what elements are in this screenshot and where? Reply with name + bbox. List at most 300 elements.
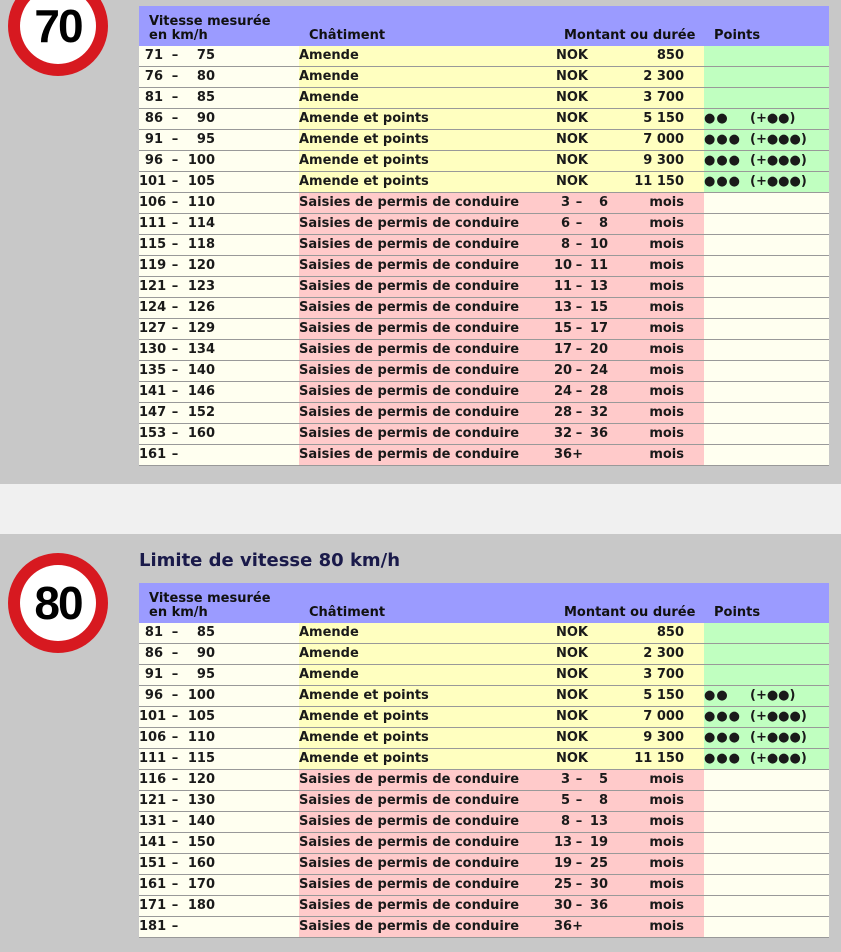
amount-cell	[554, 875, 704, 896]
penalty-cell: Saisies de permis de conduire	[299, 791, 554, 812]
range-dash: –	[575, 363, 583, 378]
speed-max: 129	[187, 321, 215, 336]
table-row	[139, 130, 829, 151]
months-min: 3	[560, 195, 570, 210]
table-row	[139, 172, 829, 193]
speed-min: 161	[139, 877, 167, 892]
points-cell	[704, 277, 829, 298]
speed-min: 111	[139, 751, 167, 766]
penalty-cell: Amende et points	[299, 130, 554, 151]
speed-range-cell	[139, 623, 299, 644]
amount-cell	[554, 88, 704, 109]
months-min: 5	[560, 793, 570, 808]
speed-min: 86	[144, 111, 163, 126]
points-cell	[704, 445, 829, 466]
speed-min: 121	[139, 279, 167, 294]
table-row	[139, 319, 829, 340]
table-row	[139, 109, 829, 130]
header-points: Points	[704, 6, 829, 46]
table-row	[139, 875, 829, 896]
fine-amount: 11 150	[634, 751, 684, 766]
months-min: 8	[560, 814, 570, 829]
penalty-cell: Saisies de permis de conduire	[299, 235, 554, 256]
suspension-range	[554, 833, 614, 853]
amount-cell	[554, 256, 704, 277]
speed-range-cell	[139, 382, 299, 403]
range-dash: –	[171, 321, 179, 336]
months-min: 24	[554, 384, 573, 399]
speed-range-cell	[139, 109, 299, 130]
months-max: 19	[589, 835, 608, 850]
points-cell	[704, 644, 829, 665]
speed-min: 91	[144, 667, 163, 682]
table-row	[139, 665, 829, 686]
suspension-range	[554, 854, 614, 874]
currency: NOK	[556, 111, 589, 126]
points-extra: (+●●)	[750, 688, 796, 703]
speed-range-cell	[139, 749, 299, 770]
speed-min: 127	[139, 321, 167, 336]
months-max: 36	[589, 898, 608, 913]
fine-amount: 5 150	[643, 111, 684, 126]
months-max: 8	[598, 216, 608, 231]
points-extra: (+●●●)	[750, 132, 807, 147]
points-cell	[704, 424, 829, 445]
suspension-range	[554, 445, 614, 465]
table-row	[139, 917, 829, 938]
amount-cell	[554, 361, 704, 382]
duration-unit: mois	[649, 321, 684, 336]
amount-cell	[554, 791, 704, 812]
penalty-cell: Saisies de permis de conduire	[299, 424, 554, 445]
months-max: 11	[589, 258, 608, 273]
months-min: 13	[554, 835, 573, 850]
penalty-cell: Saisies de permis de conduire	[299, 833, 554, 854]
range-dash: –	[171, 216, 179, 231]
table-row	[139, 854, 829, 875]
points-dots: ●●●	[704, 153, 742, 168]
table-row	[139, 235, 829, 256]
speed-range-cell	[139, 424, 299, 445]
amount-cell	[554, 707, 704, 728]
points-cell	[704, 665, 829, 686]
points-cell	[704, 193, 829, 214]
months-max: 25	[589, 856, 608, 871]
amount-cell	[554, 382, 704, 403]
penalty-cell: Amende et points	[299, 686, 554, 707]
points-cell	[704, 361, 829, 382]
penalty-cell: Saisies de permis de conduire	[299, 403, 554, 424]
speed-min: 171	[139, 898, 167, 913]
points-extra: (+●●●)	[750, 153, 807, 168]
months-max: 13	[589, 279, 608, 294]
table-row	[139, 770, 829, 791]
points-cell	[704, 46, 829, 67]
range-dash: –	[575, 237, 583, 252]
speed-range-cell	[139, 728, 299, 749]
months-min: 36+	[554, 447, 583, 462]
header-penalty: Châtiment	[299, 583, 554, 623]
duration-unit: mois	[649, 300, 684, 315]
range-dash: –	[575, 321, 583, 336]
table-row	[139, 812, 829, 833]
speed-max: 123	[187, 279, 215, 294]
currency: NOK	[556, 709, 589, 724]
penalty-cell: Amende et points	[299, 109, 554, 130]
amount-cell	[554, 424, 704, 445]
amount-cell	[554, 917, 704, 938]
speed-max: 140	[187, 363, 215, 378]
duration-unit: mois	[649, 772, 684, 787]
months-min: 30	[554, 898, 573, 913]
penalty-cell: Amende	[299, 67, 554, 88]
range-dash: –	[575, 405, 583, 420]
amount-cell	[554, 833, 704, 854]
amount-cell	[554, 298, 704, 319]
speed-range-cell	[139, 445, 299, 466]
fine-amount: 850	[656, 625, 684, 640]
fine-amount: 850	[656, 48, 684, 63]
speed-max: 146	[187, 384, 215, 399]
speed-range-cell	[139, 46, 299, 67]
amount-cell	[554, 623, 704, 644]
speed-min: 151	[139, 856, 167, 871]
points-cell	[704, 88, 829, 109]
table-row	[139, 277, 829, 298]
speed-max: 80	[196, 69, 215, 84]
months-max: 17	[589, 321, 608, 336]
speed-range-cell	[139, 193, 299, 214]
points-cell	[704, 382, 829, 403]
fine-amount: 7 000	[643, 709, 684, 724]
range-dash: –	[171, 237, 179, 252]
months-min: 32	[554, 426, 573, 441]
points-cell	[704, 67, 829, 88]
duration-unit: mois	[649, 195, 684, 210]
duration-unit: mois	[649, 258, 684, 273]
suspension-range	[554, 319, 614, 339]
table-row	[139, 193, 829, 214]
fine-amount: 7 000	[643, 132, 684, 147]
amount-cell	[554, 854, 704, 875]
range-dash: –	[171, 667, 179, 682]
duration-unit: mois	[649, 405, 684, 420]
speed-min: 101	[139, 174, 167, 189]
speed-min: 76	[144, 69, 163, 84]
amount-cell	[554, 403, 704, 424]
speed-min: 130	[139, 342, 167, 357]
speed-max: 85	[196, 90, 215, 105]
months-max: 24	[589, 363, 608, 378]
speed-range-cell	[139, 67, 299, 88]
months-min: 11	[554, 279, 573, 294]
months-max: 10	[589, 237, 608, 252]
suspension-range	[554, 340, 614, 360]
range-dash: –	[171, 772, 179, 787]
speed-min: 119	[139, 258, 167, 273]
speed-min: 101	[139, 709, 167, 724]
duration-unit: mois	[649, 898, 684, 913]
currency: NOK	[556, 174, 589, 189]
range-dash: –	[575, 258, 583, 273]
range-dash: –	[171, 688, 179, 703]
range-dash: –	[171, 111, 179, 126]
range-dash: –	[171, 730, 179, 745]
points-extra: (+●●●)	[750, 730, 807, 745]
range-dash: –	[575, 856, 583, 871]
penalty-cell: Saisies de permis de conduire	[299, 445, 554, 466]
duration-unit: mois	[649, 237, 684, 252]
currency: NOK	[556, 48, 589, 63]
speed-max: 150	[187, 835, 215, 850]
amount-cell	[554, 46, 704, 67]
range-dash: –	[575, 384, 583, 399]
range-dash: –	[171, 174, 179, 189]
speed-range-cell	[139, 665, 299, 686]
speed-max: 160	[187, 426, 215, 441]
points-dots: ●●●	[704, 174, 742, 189]
table-row	[139, 361, 829, 382]
speed-range-cell	[139, 235, 299, 256]
table-row	[139, 749, 829, 770]
table-row	[139, 256, 829, 277]
range-dash: –	[171, 48, 179, 63]
speed-min: 86	[144, 646, 163, 661]
months-min: 28	[554, 405, 573, 420]
months-max: 6	[598, 195, 608, 210]
duration-unit: mois	[649, 835, 684, 850]
amount-cell	[554, 812, 704, 833]
penalty-cell: Amende et points	[299, 707, 554, 728]
months-min: 20	[554, 363, 573, 378]
points-cell	[704, 235, 829, 256]
speed-max: 105	[187, 709, 215, 724]
penalty-cell: Amende	[299, 644, 554, 665]
penalty-cell: Saisies de permis de conduire	[299, 193, 554, 214]
suspension-range	[554, 770, 614, 790]
range-dash: –	[575, 342, 583, 357]
penalty-cell: Saisies de permis de conduire	[299, 298, 554, 319]
speed-range-cell	[139, 791, 299, 812]
table-header-row	[139, 6, 829, 46]
duration-unit: mois	[649, 793, 684, 808]
points-dots: ●●●	[704, 751, 742, 766]
currency: NOK	[556, 667, 589, 682]
range-dash: –	[171, 877, 179, 892]
points-cell	[704, 749, 829, 770]
range-dash: –	[171, 625, 179, 640]
speed-max: 140	[187, 814, 215, 829]
penalty-cell: Amende et points	[299, 172, 554, 193]
months-max: 36	[589, 426, 608, 441]
header-speed: Vitesse mesurée en km/h	[139, 6, 299, 46]
speed-min: 106	[139, 730, 167, 745]
points-cell	[704, 623, 829, 644]
range-dash: –	[171, 300, 179, 315]
speed-range-cell	[139, 151, 299, 172]
range-dash: –	[575, 300, 583, 315]
months-min: 6	[560, 216, 570, 231]
penalty-cell: Amende	[299, 46, 554, 67]
range-dash: –	[171, 405, 179, 420]
points-cell	[704, 340, 829, 361]
speed-limit-80-label: 80	[20, 565, 96, 641]
months-max: 32	[589, 405, 608, 420]
months-min: 36+	[554, 919, 583, 934]
range-dash: –	[575, 793, 583, 808]
fine-amount: 11 150	[634, 174, 684, 189]
range-dash: –	[171, 646, 179, 661]
range-dash: –	[171, 814, 179, 829]
range-dash: –	[171, 856, 179, 871]
speed-min: 181	[139, 919, 167, 934]
points-cell	[704, 917, 829, 938]
speed-max: 110	[187, 730, 215, 745]
speed-max: 115	[187, 751, 215, 766]
currency: NOK	[556, 153, 589, 168]
points-cell	[704, 151, 829, 172]
range-dash: –	[171, 363, 179, 378]
range-dash: –	[575, 814, 583, 829]
points-cell	[704, 833, 829, 854]
range-dash: –	[171, 898, 179, 913]
speed-max: 134	[187, 342, 215, 357]
months-max: 5	[598, 772, 608, 787]
penalty-cell: Saisies de permis de conduire	[299, 896, 554, 917]
range-dash: –	[171, 919, 179, 934]
range-dash: –	[575, 426, 583, 441]
table-row	[139, 67, 829, 88]
points-cell	[704, 686, 829, 707]
speed-min: 106	[139, 195, 167, 210]
duration-unit: mois	[649, 814, 684, 829]
speed-limit-70-label: 70	[20, 0, 96, 64]
duration-unit: mois	[649, 919, 684, 934]
speed-range-cell	[139, 686, 299, 707]
range-dash: –	[171, 258, 179, 273]
months-min: 19	[554, 856, 573, 871]
suspension-range	[554, 214, 614, 234]
duration-unit: mois	[649, 877, 684, 892]
amount-cell	[554, 193, 704, 214]
speed-min: 147	[139, 405, 167, 420]
penalty-cell: Saisies de permis de conduire	[299, 854, 554, 875]
range-dash: –	[575, 877, 583, 892]
suspension-range	[554, 298, 614, 318]
points-dots: ●●	[704, 111, 729, 126]
suspension-range	[554, 256, 614, 276]
speed-max: 160	[187, 856, 215, 871]
points-cell	[704, 770, 829, 791]
months-max: 20	[589, 342, 608, 357]
table-row	[139, 88, 829, 109]
range-dash: –	[575, 835, 583, 850]
points-cell	[704, 896, 829, 917]
suspension-range	[554, 424, 614, 444]
table-row	[139, 445, 829, 466]
points-cell	[704, 130, 829, 151]
range-dash: –	[171, 69, 179, 84]
points-cell	[704, 403, 829, 424]
range-dash: –	[171, 447, 179, 462]
table-row	[139, 424, 829, 445]
speed-min: 81	[144, 625, 163, 640]
suspension-range	[554, 382, 614, 402]
suspension-range	[554, 791, 614, 811]
speed-range-cell	[139, 770, 299, 791]
range-dash: –	[575, 772, 583, 787]
speed-range-cell	[139, 256, 299, 277]
penalty-cell: Saisies de permis de conduire	[299, 812, 554, 833]
suspension-range	[554, 403, 614, 423]
table-row	[139, 896, 829, 917]
penalty-cell: Saisies de permis de conduire	[299, 770, 554, 791]
months-min: 3	[560, 772, 570, 787]
section-80-title: Limite de vitesse 80 km/h	[139, 550, 401, 571]
points-extra: (+●●●)	[750, 709, 807, 724]
speed-range-cell	[139, 403, 299, 424]
currency: NOK	[556, 132, 589, 147]
speed-max: 95	[196, 667, 215, 682]
speed-max: 118	[187, 237, 215, 252]
speed-range-cell	[139, 340, 299, 361]
range-dash: –	[575, 216, 583, 231]
penalty-cell: Saisies de permis de conduire	[299, 361, 554, 382]
points-cell	[704, 728, 829, 749]
speed-min: 121	[139, 793, 167, 808]
table-row	[139, 644, 829, 665]
amount-cell	[554, 130, 704, 151]
speed-max: 85	[196, 625, 215, 640]
speed-range-cell	[139, 88, 299, 109]
duration-unit: mois	[649, 856, 684, 871]
speed-range-cell	[139, 833, 299, 854]
range-dash: –	[575, 195, 583, 210]
speed-range-cell	[139, 917, 299, 938]
speed-range-cell	[139, 875, 299, 896]
speed-max: 120	[187, 772, 215, 787]
speed-min: 96	[144, 153, 163, 168]
speed-range-cell	[139, 172, 299, 193]
points-cell	[704, 256, 829, 277]
months-max: 30	[589, 877, 608, 892]
speed-max: 110	[187, 195, 215, 210]
penalty-cell: Saisies de permis de conduire	[299, 382, 554, 403]
penalty-cell: Saisies de permis de conduire	[299, 277, 554, 298]
table-row	[139, 686, 829, 707]
speed-max: 120	[187, 258, 215, 273]
penalty-cell: Saisies de permis de conduire	[299, 917, 554, 938]
points-dots: ●●	[704, 688, 729, 703]
duration-unit: mois	[649, 426, 684, 441]
penalty-cell: Saisies de permis de conduire	[299, 319, 554, 340]
suspension-range	[554, 361, 614, 381]
suspension-range	[554, 235, 614, 255]
months-max: 8	[598, 793, 608, 808]
months-min: 17	[554, 342, 573, 357]
speed-range-cell	[139, 707, 299, 728]
speed-min: 116	[139, 772, 167, 787]
speed-min: 115	[139, 237, 167, 252]
suspension-range	[554, 896, 614, 916]
fines-table-80	[139, 583, 829, 938]
range-dash: –	[171, 384, 179, 399]
table-row	[139, 46, 829, 67]
range-dash: –	[171, 709, 179, 724]
speed-min: 135	[139, 363, 167, 378]
suspension-range	[554, 812, 614, 832]
range-dash: –	[171, 279, 179, 294]
